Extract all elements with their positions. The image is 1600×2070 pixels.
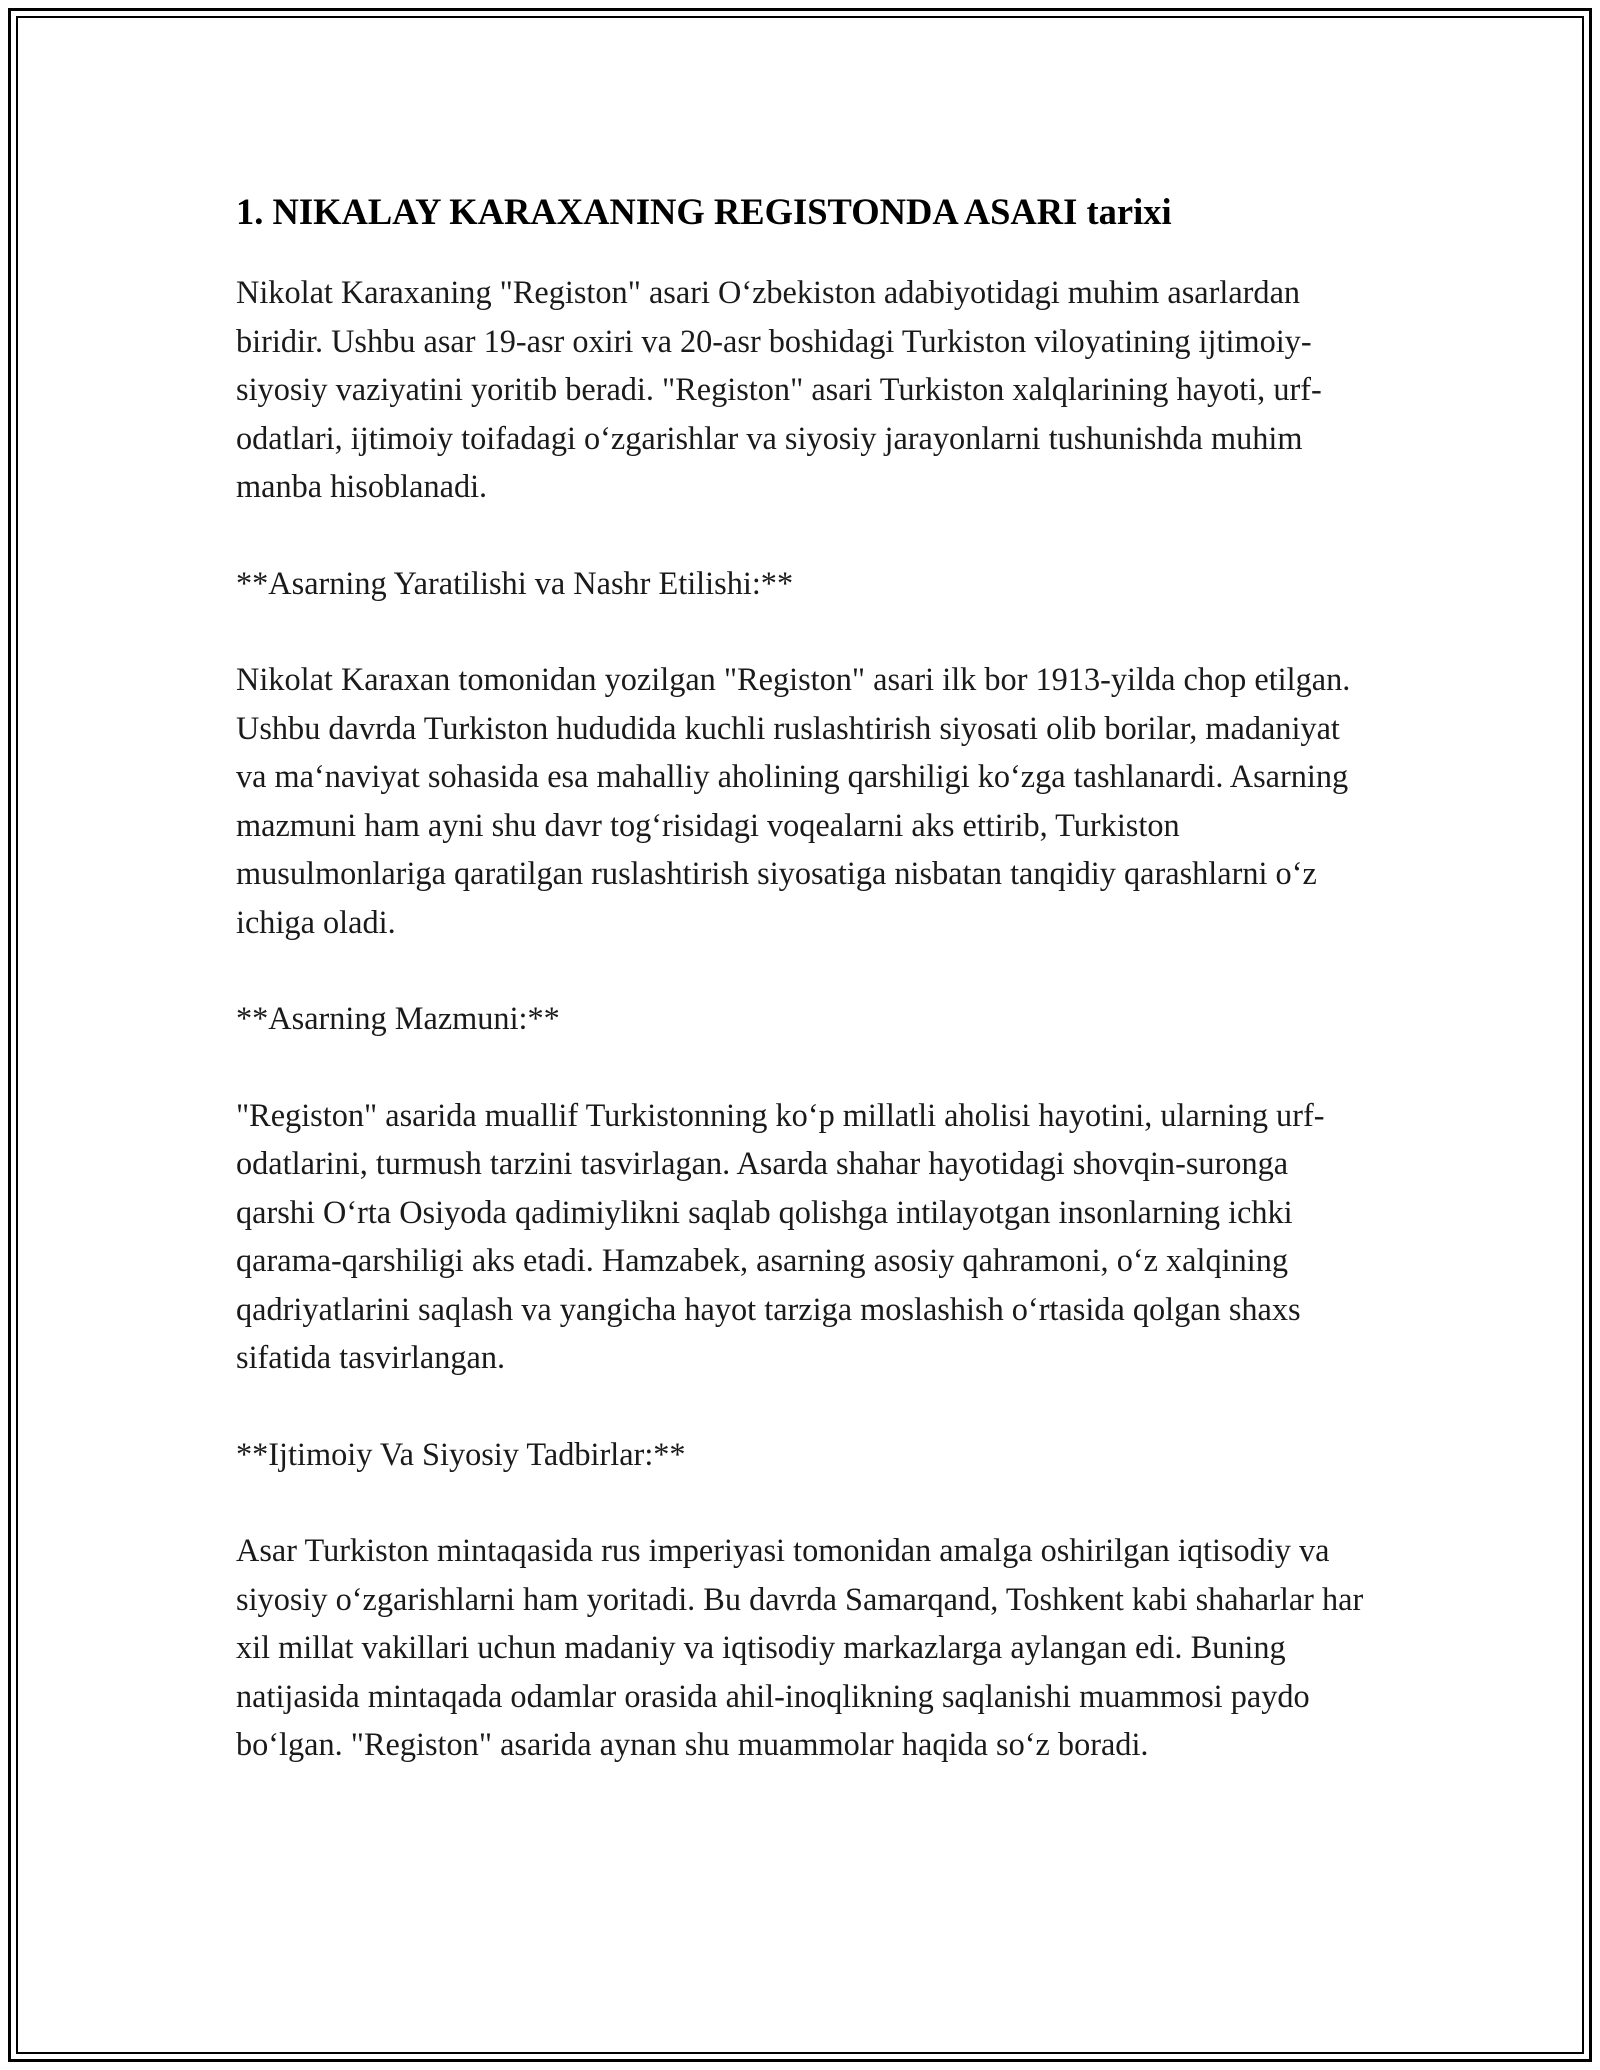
paragraph-intro: Nikolat Karaxaning "Registon" asari O‘zbekiston adabiyotidagi muhim asarlardan biridir. Ushbu asar 19-asr oxiri va 20-asr boshidagi Turkiston viloyatining ijtimoiy-siyosiy vaziyatini yoritib beradi. "Registon" asari Turkiston xalqlarining hayoti, urf-odatlari, ijtimoiy toifadagi o‘zgarishlar va siyosiy jarayonlarni tushunishda muhim manba hisoblanadi. xyxy=(236,274,1322,504)
document-title: 1. NIKALAY KARAXANING REGISTONDA ASARI tarixi xyxy=(236,191,1172,232)
document-body xyxy=(236,190,1366,1817)
paragraph-creation-publication: Nikolat Karaxan tomonidan yozilgan "Registon" asari ilk bor 1913-yilda chop etilgan. Ushbu davrda Turkiston hududida kuchli ruslashtirish siyosati olib borilar, madaniyat va ma‘naviyat sohasida esa mahalliy aholining qarshiligi ko‘zga tashlanardi. Asarning mazmuni ham ayni shu davr tog‘risidagi voqealarni aks ettirib, Turkiston musulmonlariga qaratilgan ruslashtirish siyosatiga nisbatan tanqidiy qarashlarni o‘z ichiga oladi. xyxy=(236,661,1351,940)
subheading-content: **Asarning Mazmuni:** xyxy=(236,1000,560,1036)
paragraph-social-political: Asar Turkiston mintaqasida rus imperiyasi tomonidan amalga oshirilgan iqtisodiy va siyosiy o‘zgarishlarni ham yoritadi. Bu davrda Samarqand, Toshkent kabi shaharlar har xil millat vakillari uchun madaniy va iqtisodiy markazlarga aylangan edi. Buning natijasida mintaqada odamlar orasida ahil-inoqlikning saqlanishi muammosi paydo bo‘lgan. "Registon" asarida aynan shu muammolar haqida so‘z boradi. xyxy=(236,1532,1364,1762)
paragraph-content: "Registon" asarida muallif Turkistonning ko‘p millatli aholisi hayotini, ularning urf-odatlarini, turmush tarzini tasvirlagan. Asarda shahar hayotidagi shovqin-suronga qarshi O‘rta Osiyoda qadimiylikni saqlab qolishga intilayotgan insonlarning ichki qarama-qarshiligi aks etadi. Hamzabek, asarning asosiy qahramoni, o‘z xalqining qadriyatlarini saqlash va yangicha hayot tarziga moslashish o‘rtasida qolgan shaxs sifatida tasvirlangan. xyxy=(236,1096,1325,1375)
subheading-social-political: **Ijtimoiy Va Siyosiy Tadbirlar:** xyxy=(236,1435,686,1472)
subheading-creation-publication: **Asarning Yaratilishi va Nashr Etilishi:** xyxy=(236,564,794,601)
